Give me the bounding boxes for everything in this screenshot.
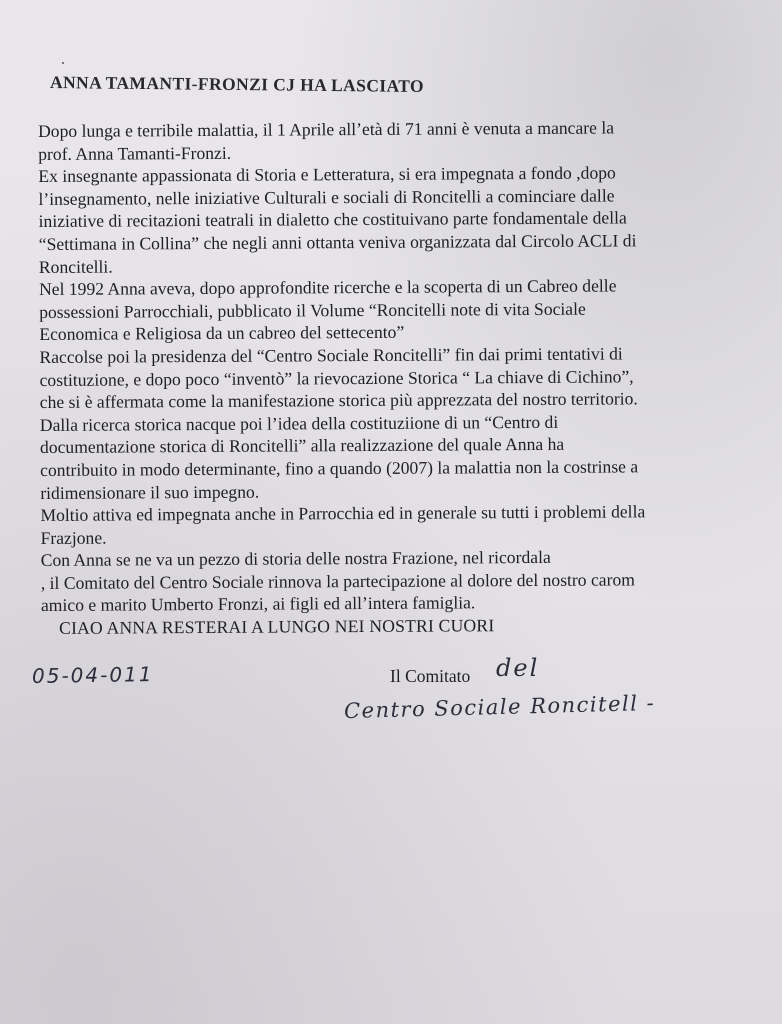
body-line: l’insegnamento, nelle iniziative Culturali e sociali di Roncitelli a cominciare dalle bbox=[38, 185, 615, 209]
body-line: documentazione storica di Roncitelli” alla realizzazione del quale Anna ha bbox=[39, 434, 565, 458]
body-line: Dopo lunga e terribile malattia, il 1 Aprile all’età di 71 anni è venuta a mancare la bbox=[38, 117, 615, 141]
body-line: Moltio attiva ed impegnata anche in Parrocchia ed in generale su tutti i problemi della bbox=[40, 501, 646, 526]
body-line: amico e marito Umberto Fronzi, ai figli ed all’intera famiglia. bbox=[40, 592, 476, 616]
body-line: Ex insegnante appassionata di Storia e Letteratura, si era impegnata a fondo ,dopo bbox=[38, 162, 616, 187]
document-body bbox=[38, 116, 741, 640]
body-line: Raccolse poi la presidenza del “Centro Sociale Roncitelli” fin dai primi tentativi di bbox=[39, 343, 623, 367]
body-line: costituzione, e dopo poco “inventò” la rievocazione Storica “ La chiave di Cichino”, bbox=[39, 365, 634, 390]
body-line: Frazjone. bbox=[40, 527, 107, 548]
handwritten-date: 05-04-011 bbox=[31, 661, 154, 689]
handwritten-signature-line1: del bbox=[496, 654, 540, 682]
closing-line: CIAO ANNA RESTERAI A LUNGO NEI NOSTRI CUORI bbox=[59, 615, 495, 638]
document-heading: ANNA TAMANTI-FRONZI CJ HA LASCIATO bbox=[49, 72, 425, 96]
body-line: che si è affermata come la manifestazione storica più apprezzata del nostro territorio. bbox=[39, 388, 638, 413]
handwritten-signature-line2: Centro Sociale Roncitell - bbox=[343, 690, 656, 724]
body-line: Economica e Religiosa da un cabreo del settecento” bbox=[39, 322, 405, 345]
body-line: contribuito in modo determinante, fino a quando (2007) la malattia non la costrinse a bbox=[40, 456, 639, 480]
body-line: ridimensionare il suo impegno. bbox=[40, 481, 260, 503]
body-line: Dalla ricerca storica nacque poi l’idea della costituziione di un “Centro di bbox=[39, 411, 559, 435]
body-line: Nel 1992 Anna aveva, dopo approfondite ricerche e la scoperta di un Cabreo delle bbox=[38, 275, 617, 300]
committee-label: Il Comitato bbox=[390, 666, 471, 686]
body-line: iniziative di recitazioni teatrali in dialetto che costituivano parte fondamentale della bbox=[38, 207, 627, 232]
body-line: prof. Anna Tamanti-Fronzi. bbox=[38, 142, 232, 164]
body-line: possessioni Parrocchiali, pubblicato il Volume “Roncitelli note di vita Sociale bbox=[39, 298, 586, 322]
body-line: “Settimana in Collina” che negli anni ottanta veniva organizzata dal Circolo ACLI di bbox=[38, 230, 637, 254]
body-line: Roncitelli. bbox=[38, 256, 113, 277]
body-line: Con Anna se ne va un pezzo di storia delle nostra Frazione, nel ricordala bbox=[40, 547, 551, 571]
ink-dot bbox=[62, 62, 64, 64]
body-line: , il Comitato del Centro Sociale rinnova la partecipazione al dolore del nostro carom bbox=[40, 569, 635, 593]
